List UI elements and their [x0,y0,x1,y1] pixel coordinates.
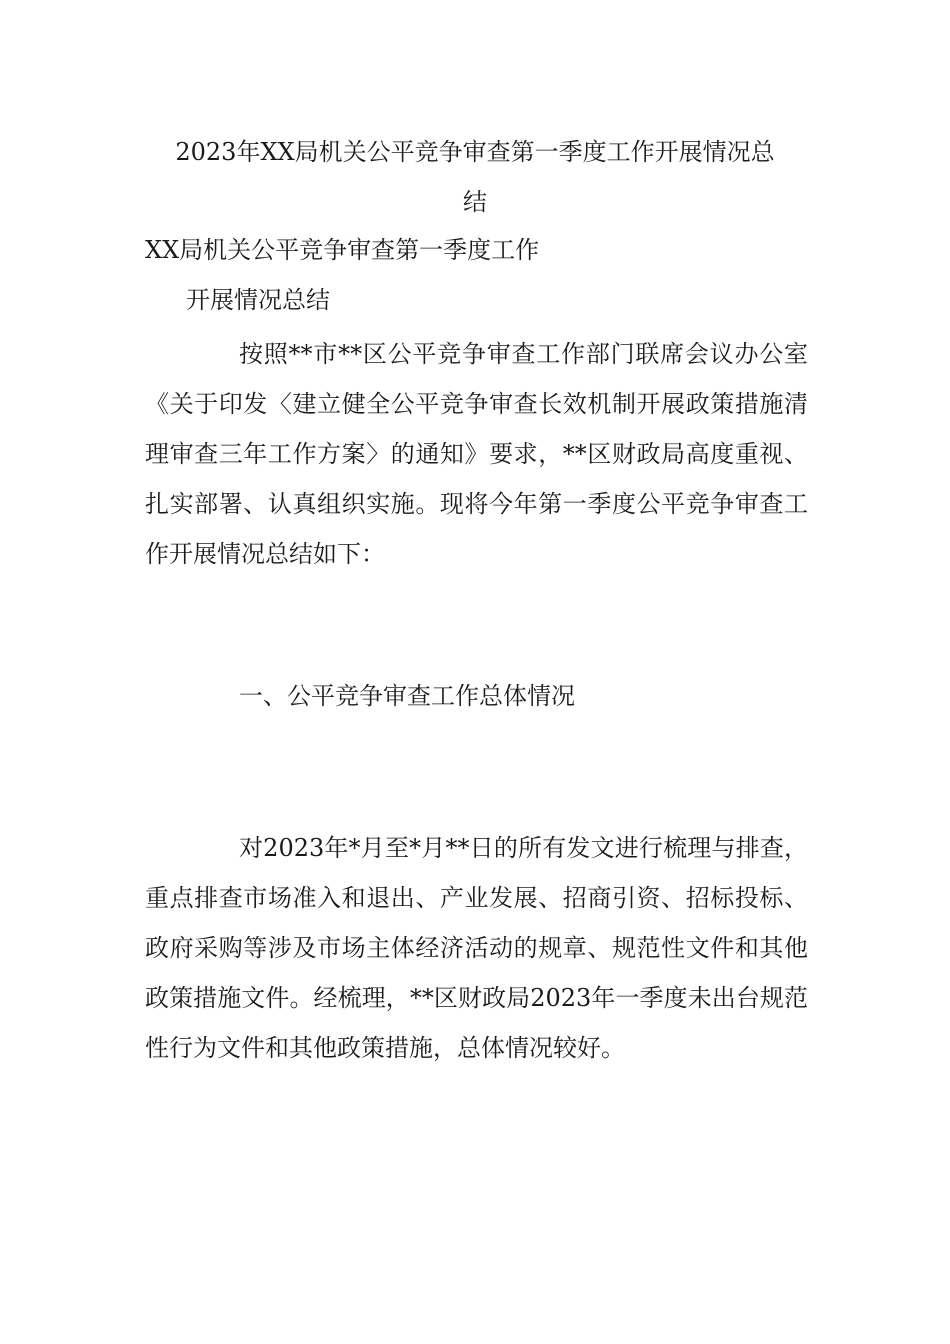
body-paragraph-review: 对2023年*月至*月**日的所有发文进行梳理与排查，重点排查市场准入和退出、产业发展、招商引资、招标投标、政府采购等涉及市场主体经济活动的规章、规范性文件和其他政策措施文件。经梳理，**区财政局2023年一季度未出台规范性行为文件和其他政策措施，总体情况较好。 [145,834,808,1062]
intro-paragraph: 按照**市**区公平竞争审查工作部门联席会议办公室《关于印发〈建立健全公平竞争审查长效机制开展政策措施清理审查三年工作方案〉的通知》要求，**区财政局高度重视、扎实部署、认真组织实施。现将今年第一季度公平竞争审查工作开展情况总结如下： [145,340,808,568]
document-title-line-2: 结 [463,188,487,216]
document-subtitle-line-2: 开展情况总结 [186,286,330,314]
section-heading-overall: 一、公平竞争审查工作总体情况 [239,682,575,710]
document-subtitle-line-1: XX局机关公平竞争审查第一季度工作 [145,236,540,264]
document-title-line-1: 2023年XX局机关公平竞争审查第一季度工作开展情况总 [175,138,775,166]
